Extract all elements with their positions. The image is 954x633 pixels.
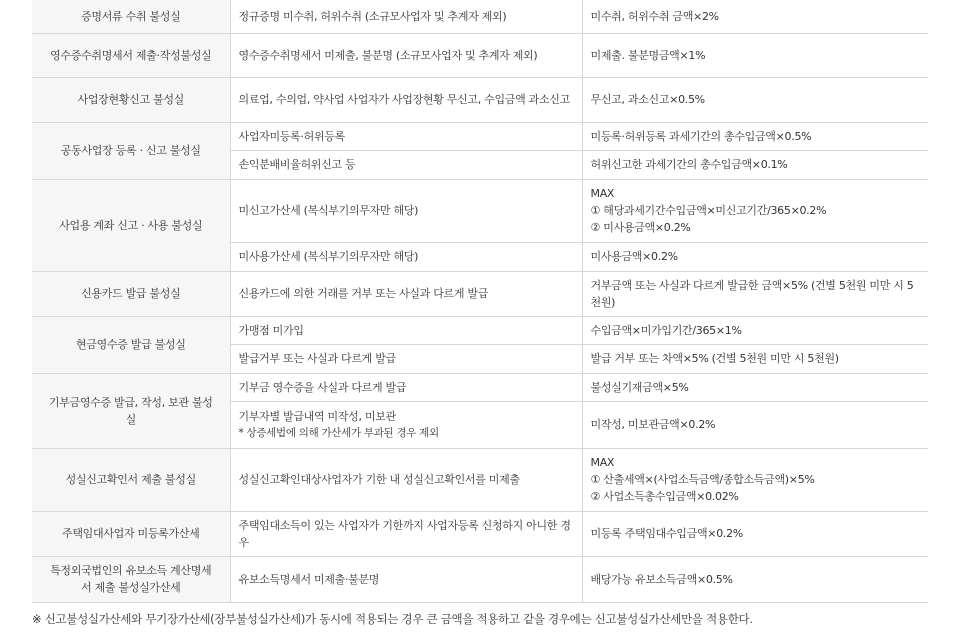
category-cell: 증명서류 수취 불성실 — [32, 0, 230, 33]
amount-cell: 허위신고한 과세기간의 총수입금액×0.1% — [582, 150, 928, 179]
amount-cell: 미사용금액×0.2% — [582, 242, 928, 271]
table-row — [32, 448, 928, 511]
category-cell: 기부금영수증 발급, 작성, 보관 불성실 — [32, 373, 230, 448]
category-cell: 영수증수취명세서 제출·작성불성실 — [32, 33, 230, 77]
table-row — [32, 77, 928, 122]
condition-cell: 성실신고확인대상사업자가 기한 내 성실신고확인서를 미제출 — [230, 448, 582, 511]
tax-penalty-table-container — [32, 0, 928, 627]
condition-cell: 주택임대소득이 있는 사업자가 기한까지 사업자등록 신청하지 아니한 경우 — [230, 511, 582, 556]
category-cell: 현금영수증 발급 불성실 — [32, 316, 230, 373]
category-cell: 사업용 계좌 신고 · 사용 불성실 — [32, 179, 230, 271]
category-cell: 신용카드 발급 불성실 — [32, 271, 230, 316]
amount-line: ② 사업소득총수입금액×0.02% — [590, 490, 739, 503]
amount-cell: 발급 거부 또는 차액×5% (건별 5천원 미만 시 5천원) — [582, 344, 928, 373]
amount-cell: 배당가능 유보소득금액×0.5% — [582, 556, 928, 602]
condition-cell — [230, 401, 582, 448]
amount-cell: 무신고, 과소신고×0.5% — [582, 77, 928, 122]
amount-line: MAX — [590, 187, 615, 200]
condition-cell: 가맹점 미가입 — [230, 316, 582, 344]
table-row — [32, 511, 928, 556]
amount-line: ① 해당과세기간수입금액×미신고기간/365×0.2% — [590, 204, 827, 217]
table-row — [32, 316, 928, 344]
table-row — [32, 179, 928, 242]
table-row — [32, 271, 928, 316]
condition-cell: 영수증수취명세서 미제출, 불분명 (소규모사업자 및 추계자 제외) — [230, 33, 582, 77]
penalty-table — [32, 0, 928, 603]
footnote: ※ 신고불성실가산세와 무기장가산세(장부불성실가산세)가 동시에 적용되는 경우 큰 금액을 적용하고 같을 경우에는 신고불성실가산세만을 적용한다. — [32, 611, 753, 626]
amount-cell: 미등록 주택임대수입금액×0.2% — [582, 511, 928, 556]
table-row — [32, 0, 928, 33]
condition-cell: 미사용가산세 (복식부기의무자만 해당) — [230, 242, 582, 271]
table-row — [32, 33, 928, 77]
category-cell: 사업장현황신고 불성실 — [32, 77, 230, 122]
table-row — [32, 373, 928, 401]
amount-line: MAX — [590, 456, 615, 469]
category-cell: 공동사업장 등록 · 신고 불성실 — [32, 122, 230, 179]
category-cell: 특정외국법인의 유보소득 계산명세서 제출 불성실가산세 — [32, 556, 230, 602]
condition-cell: 손익분배비율허위신고 등 — [230, 150, 582, 179]
amount-line: ② 미사용금액×0.2% — [590, 221, 691, 234]
condition-cell: 미신고가산세 (복식부기의무자만 해당) — [230, 179, 582, 242]
amount-line: ① 산출세액×(사업소득금액/종합소득금액)×5% — [590, 473, 815, 486]
condition-note: * 상증세법에 의해 가산세가 부과된 경우 제외 — [238, 426, 439, 439]
amount-cell — [582, 179, 928, 242]
amount-cell: 수입금액×미가입기간/365×1% — [582, 316, 928, 344]
category-cell: 주택임대사업자 미등록가산세 — [32, 511, 230, 556]
condition-cell: 신용카드에 의한 거래를 거부 또는 사실과 다르게 발급 — [230, 271, 582, 316]
condition-cell: 정규증명 미수취, 허위수취 (소규모사업자 및 추계자 제외) — [230, 0, 582, 33]
amount-cell: 거부금액 또는 사실과 다르게 발급한 금액×5% (건별 5천원 미만 시 5천원) — [582, 271, 928, 316]
amount-cell: 미작성, 미보관금액×0.2% — [582, 401, 928, 448]
condition-cell: 발급거부 또는 사실과 다르게 발급 — [230, 344, 582, 373]
amount-cell: 미제출. 불분명금액×1% — [582, 33, 928, 77]
condition-cell: 의료업, 수의업, 약사업 사업자가 사업장현황 무신고, 수입금액 과소신고 — [230, 77, 582, 122]
amount-cell — [582, 448, 928, 511]
table-row — [32, 556, 928, 602]
amount-cell: 불성실기재금액×5% — [582, 373, 928, 401]
amount-cell: 미등록·허위등록 과세기간의 총수입금액×0.5% — [582, 122, 928, 150]
condition-cell: 유보소득명세서 미제출·불분명 — [230, 556, 582, 602]
condition-line: 기부자별 발급내역 미작성, 미보관 — [238, 409, 396, 423]
amount-cell: 미수취, 허위수취 금액×2% — [582, 0, 928, 33]
category-cell: 성실신고확인서 제출 불성실 — [32, 448, 230, 511]
table-row — [32, 122, 928, 150]
condition-cell: 기부금 영수증을 사실과 다르게 발급 — [230, 373, 582, 401]
condition-cell: 사업자미등록·허위등록 — [230, 122, 582, 150]
